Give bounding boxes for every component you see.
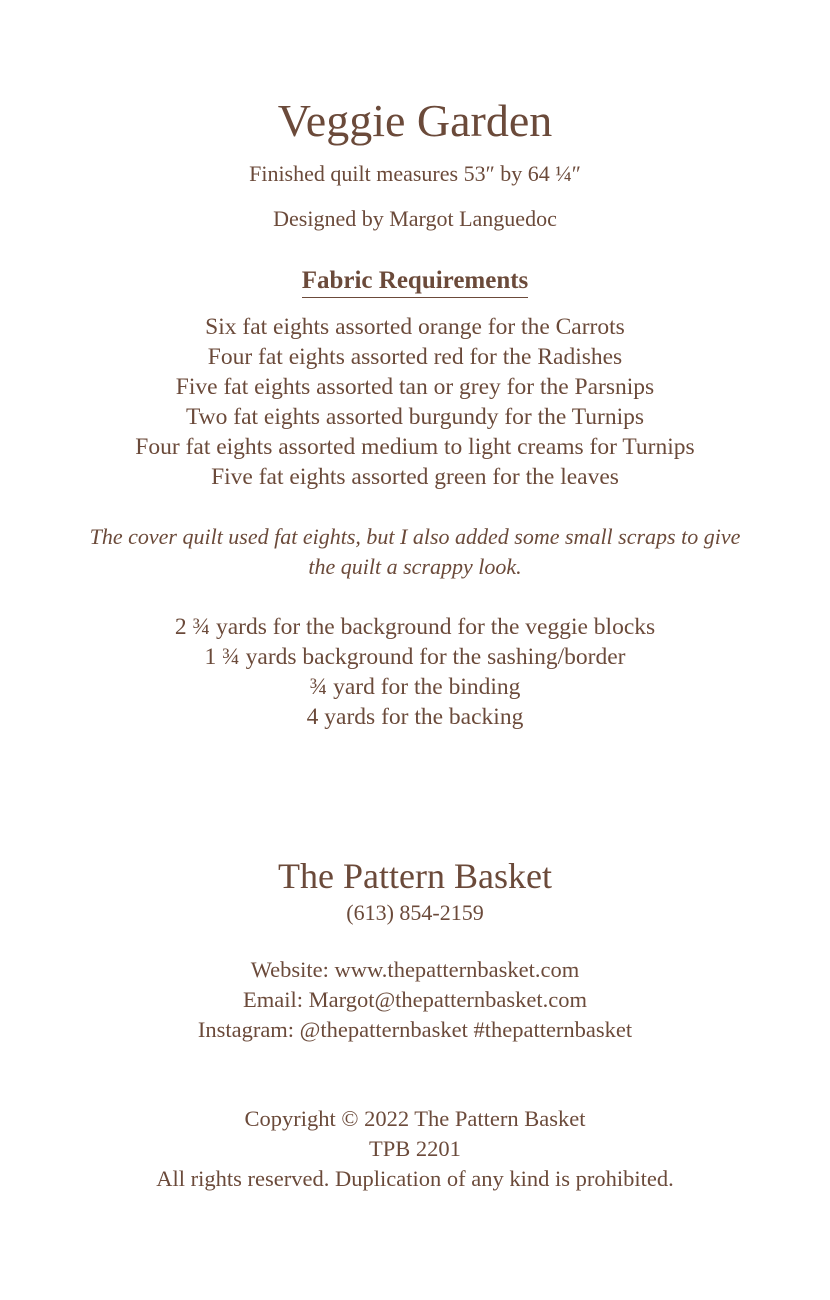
finished-size: Finished quilt measures 53″ by 64 ¼″ [249,161,581,186]
fabric-item: Five fat eights assorted green for the leaves [211,464,619,490]
copyright-line: Copyright © 2022 The Pattern Basket [244,1106,586,1131]
fabric-item: Four fat eights assorted medium to light creams for Turnips [135,434,695,460]
fabric-requirements-heading [0,268,830,293]
pattern-code: TPB 2201 [369,1136,461,1161]
fabric-item: Two fat eights assorted burgundy for the Turnips [185,404,645,430]
pattern-title: Veggie Garden [277,95,553,146]
website-line: Website: www.thepatternbasket.com [250,957,580,982]
yardage-item: 1 ¾ yards background for the sashing/border [204,644,626,670]
email-line: Email: Margot@thepatternbasket.com [243,987,587,1012]
fabric-item: Four fat eights assorted red for the Radishes [207,344,623,370]
fabric-requirements-heading-text: Fabric Requirements [302,267,529,298]
yardage-item: 4 yards for the backing [306,704,524,730]
instagram-line: Instagram: @thepatternbasket #thepatternbasket [197,1017,633,1042]
cover-quilt-note-line2: the quilt a scrappy look. [308,554,522,579]
company-phone: (613) 854-2159 [346,900,484,925]
yardage-item: 2 ¾ yards for the background for the veggie blocks [174,614,656,640]
company-name: The Pattern Basket [278,856,552,896]
cover-quilt-note-line1: The cover quilt used fat eights, but I also added some small scraps to give [89,524,741,549]
fabric-item: Six fat eights assorted orange for the Carrots [205,314,625,340]
rights-notice: All rights reserved. Duplication of any kind is prohibited. [156,1166,674,1191]
designer-credit: Designed by Margot Languedoc [273,206,557,231]
fabric-item: Five fat eights assorted tan or grey for the Parsnips [175,374,655,400]
yardage-item: ¾ yard for the binding [309,674,521,700]
